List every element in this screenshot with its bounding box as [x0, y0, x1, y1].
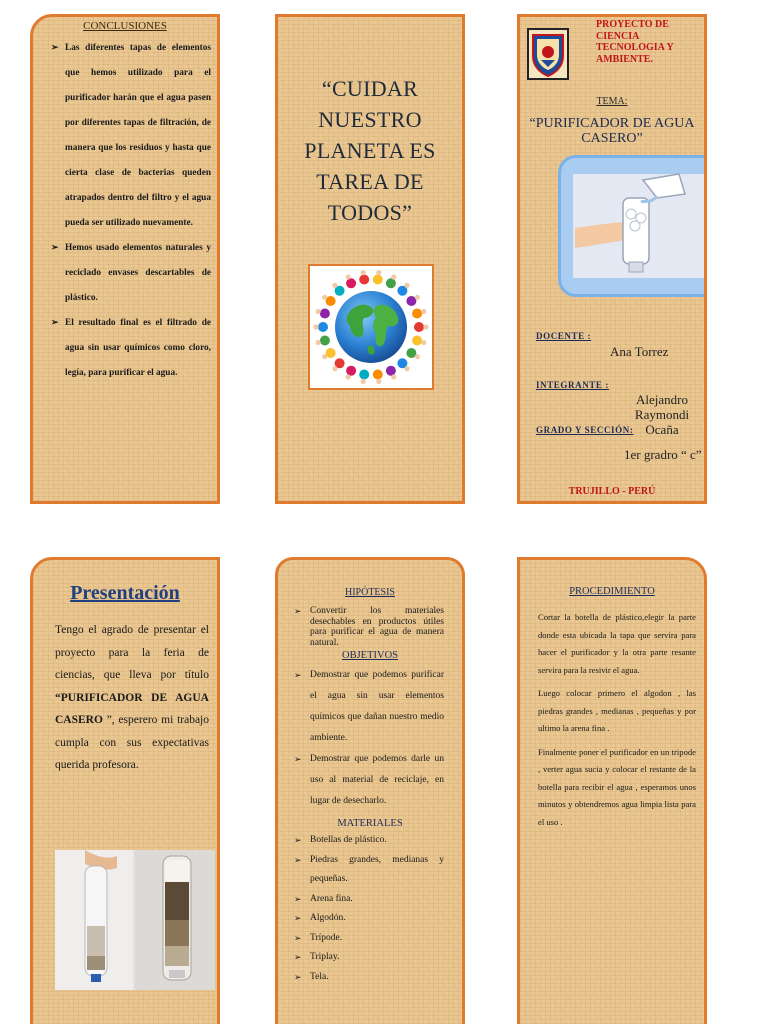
child-head [322, 354, 327, 359]
child-head [361, 379, 366, 384]
child-figure [320, 309, 330, 319]
child-figure [412, 336, 422, 346]
grado-label: GRADO Y SECCIÓN: [536, 425, 634, 435]
integrante-label: INTEGRANTE : [536, 380, 609, 390]
list-item: ➢ Arena fina. [294, 890, 444, 910]
procedimiento-paragraph: Luego colocar primero el algodon , las piedras grandes , medianas , pequeñas y por ultimo la arena fina . [538, 688, 696, 733]
arrow-bullet-icon: ➢ [294, 754, 302, 764]
child-head [361, 270, 366, 275]
presentacion-title: Presentación [70, 582, 180, 604]
slogan-text: “CUIDAR NUESTRO PLANETA ES TAREA DE TODOS” [304, 76, 436, 225]
arrow-bullet-icon: ➢ [294, 971, 302, 982]
panel-portada [517, 14, 707, 504]
child-head [346, 374, 351, 379]
child-head [346, 274, 351, 279]
hipotesis-title: HIPÓTESIS [344, 587, 395, 598]
panel-procedimiento [517, 557, 707, 1024]
child-head [391, 374, 396, 379]
grado-value: 1er gradro “ c” [624, 447, 702, 462]
child-figure [320, 336, 330, 346]
child-head [415, 354, 420, 359]
child-head [391, 274, 396, 279]
arrow-bullet-icon: ➢ [51, 317, 59, 327]
list-item: ➢ Las diferentes tapas de elementos que hemos utilizado para el purificador harán que el agua pasen por diferentes tapas de filtración, de manera que los residuos y hasta que cierta clase de bacterias queden atrapados dentro del filtro y el agua pueda ser utilizado nuevamente. [51, 36, 211, 236]
child-head [332, 283, 337, 288]
list-item: ➢ Triplay. [294, 948, 444, 968]
presentacion-text: Tengo el agrado de presentar el proyecto para la feria de ciencias, que lleva por título “PURIFICADOR DE AGUA CASERO ”, esperero mi trabajo cumpla con sus expectativas querida profesora. [55, 624, 209, 771]
child-head [404, 366, 409, 371]
child-figure [412, 309, 422, 319]
child-head [322, 295, 327, 300]
arrow-bullet-icon: ➢ [294, 932, 302, 943]
child-figure [346, 366, 356, 376]
tema-value: “PURIFICADOR DE AGUA CASERO” [529, 116, 695, 146]
arrow-bullet-icon: ➢ [294, 913, 302, 923]
arrow-bullet-icon: ➢ [51, 242, 59, 252]
materiales-title: MATERIALES [337, 818, 403, 829]
arrow-bullet-icon: ➢ [294, 893, 302, 904]
school-crest-icon [527, 28, 569, 80]
child-head [332, 366, 337, 371]
child-head [421, 309, 426, 314]
child-figure [318, 322, 328, 332]
city-label: TRUJILLO - PERÚ [568, 486, 656, 497]
panel-conclusiones [30, 14, 220, 504]
bottle-filters-photo [55, 850, 215, 990]
procedimiento-paragraph: Cortar la botella de plástico,elegir la parte donde esta ubicada la tapa que servira para hacer el purificador y la otra parte resante servira para la resivir el agua. [538, 612, 696, 675]
panel-slogan [275, 14, 465, 504]
list-item: ➢ Botellas de plástico. [294, 831, 444, 851]
list-item: ➢ Piedras grandes, medianas y pequeñas. [294, 851, 444, 890]
list-item: ➢ Demostrar que podemos darle un uso al material de reciclaje, en lugar de desecharlo. [294, 749, 444, 812]
list-item: ➢ El resultado final es el filtrado de agua sin usar químicos como cloro, legía, para purificar el agua. [51, 311, 211, 386]
procedimiento-text [538, 609, 696, 831]
child-figure [373, 275, 383, 285]
integrante-value: Alejandro Raymondi Ocaña [634, 392, 690, 437]
child-figure [386, 278, 396, 288]
panel-presentacion [30, 557, 220, 1024]
list-item: ➢ Tela. [294, 968, 444, 988]
arrow-bullet-icon: ➢ [294, 670, 302, 680]
list-item: ➢ Trípode. [294, 929, 444, 949]
child-head [316, 340, 321, 345]
arrow-bullet-icon: ➢ [294, 854, 302, 865]
list-item: ➢ Algodón. [294, 909, 444, 929]
child-figure [373, 370, 383, 380]
globe-children-image [310, 266, 432, 388]
child-head [376, 379, 381, 384]
child-head [415, 295, 420, 300]
list-item: ➢ Convertir los materiales desechables en productos útiles para purificar el agua de manera natural. [294, 606, 444, 648]
tema-label: TEMA: [596, 96, 628, 107]
purifier-photo [558, 155, 707, 297]
arrow-bullet-icon: ➢ [294, 606, 302, 616]
child-head [316, 309, 321, 314]
procedimiento-title: PROCEDIMIENTO [569, 586, 655, 597]
list-item: ➢ Demostrar que podemos purificar el agua sin usar elementos químicos que dañan nuestro medio ambiente. [294, 665, 444, 749]
list-item: ➢ Hemos usado elementos naturales y reciclado envases descartables de plástico. [51, 236, 211, 311]
conclusiones-list [51, 36, 211, 386]
project-title: PROYECTO DE CIENCIA TECNOLOGIA Y AMBIENTE. [596, 19, 674, 65]
panel-hipotesis [275, 557, 465, 1024]
child-figure [346, 278, 356, 288]
child-head [404, 283, 409, 288]
docente-label: DOCENTE : [536, 331, 592, 341]
objetivos-title: OBJETIVOS [341, 650, 398, 661]
child-figure [386, 366, 396, 376]
child-head [423, 324, 428, 329]
docente-value: Ana Torrez [610, 344, 669, 359]
procedimiento-paragraph: Finalmente poner el purificador en un tripode , verter agua sucia y colocar el restante de la botella para recibir el agua , esperamos unos minutos y obtendremos agua limpia lista para el uso . [538, 746, 696, 827]
arrow-bullet-icon: ➢ [51, 42, 59, 52]
arrow-bullet-icon: ➢ [294, 952, 302, 962]
child-figure [359, 275, 369, 285]
child-head [421, 340, 426, 345]
conclusiones-title: CONCLUSIONES [83, 20, 167, 32]
child-head [376, 270, 381, 275]
materiales-list [294, 831, 444, 987]
arrow-bullet-icon: ➢ [294, 835, 302, 845]
globe-children-icon [308, 264, 434, 390]
objetivos-list [294, 665, 444, 812]
hipotesis-list [294, 606, 444, 648]
child-figure [414, 322, 424, 332]
child-figure [359, 370, 369, 380]
child-head [313, 324, 318, 329]
